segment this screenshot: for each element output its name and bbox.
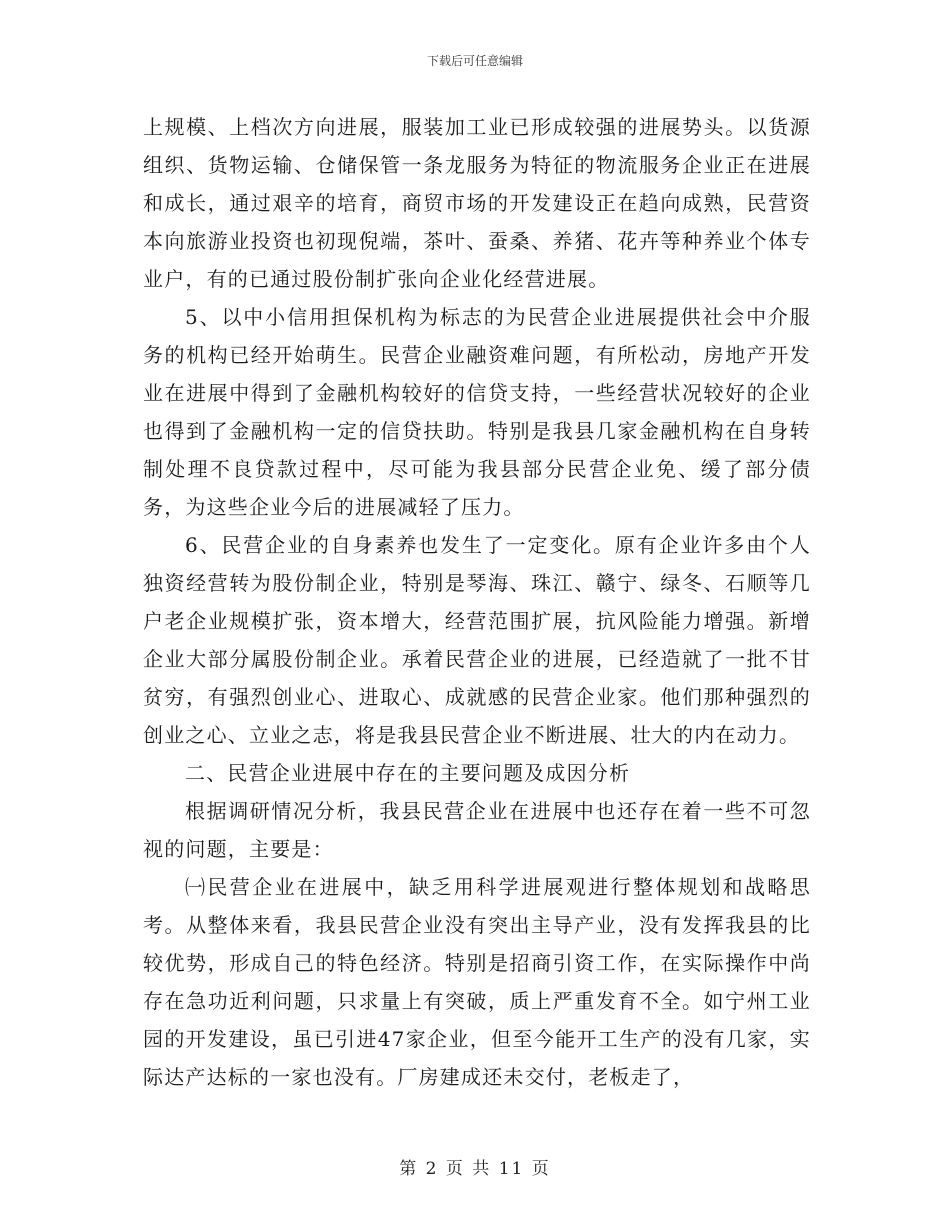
paragraph-problem-1: ㈠民营企业在进展中，缺乏用科学进展观进行整体规划和战略思考。从整体来看，我县民营企业没有突出主导产业，没有发挥我县的比较优势，形成自己的特色经济。特别是招商引资工作，在实际操作中尚存在急功近利问题，只求量上有突破，质上严重发育不全。如宁州工业园的开发建设，虽已引进47家企业，但至今能开工生产的没有几家，实际达产达标的一家也没有。厂房建成还未交付，老板走了， <box>143 875 811 1089</box>
paragraph-item-5: 5、以中小信用担保机构为标志的为民营企业进展提供社会中介服务的机构已经开始萌生。民营企业融资难问题，有所松动，房地产开发业在进展中得到了金融机构较好的信贷支持，一些经营状况较好的企业也得到了金融机构一定的信贷扶助。特别是我县几家金融机构在自身转制处理不良贷款过程中，尽可能为我县部分民营企业免、缓了部分债务，为这些企业今后的进展减轻了压力。 <box>143 305 811 519</box>
page-number-footer: 第 2 页 共 11 页 <box>399 1159 551 1179</box>
page-header-note: 下载后可任意编辑 <box>426 54 523 68</box>
paragraph-item-6: 6、民营企业的自身素养也发生了一定变化。原有企业许多由个人独资经营转为股份制企业，特别是琴海、珠江、赣宁、绿冬、石顺等几户老企业规模扩张，资本增大，经营范围扩展，抗风险能力增强。新增企业大部分属股份制企业。承着民营企业的进展，已经造就了一批不甘贫穷，有强烈创业心、进取心、成就感的民营企业家。他们那种强烈的创业之心、立业之志，将是我县民营企业不断进展、壮大的内在动力。 <box>143 533 811 747</box>
document-body <box>143 108 811 1096</box>
paragraph-continued: 上规模、上档次方向进展，服装加工业已形成较强的进展势头。以货源组织、货物运输、仓储保管一条龙服务为特征的物流服务企业正在进展和成长，通过艰辛的培育，商贸市场的开发建设正在趋向成熟，民营资本向旅游业投资也初现倪端，茶叶、蚕桑、养猪、花卉等种养业个体专业户，有的已通过股份制扩张向企业化经营进展。 <box>143 115 811 291</box>
paragraph-intro: 根据调研情况分析，我县民营企业在进展中也还存在着一些不可忽视的问题，主要是： <box>143 799 811 861</box>
section-heading: 二、民营企业进展中存在的主要问题及成因分析 <box>185 761 631 785</box>
